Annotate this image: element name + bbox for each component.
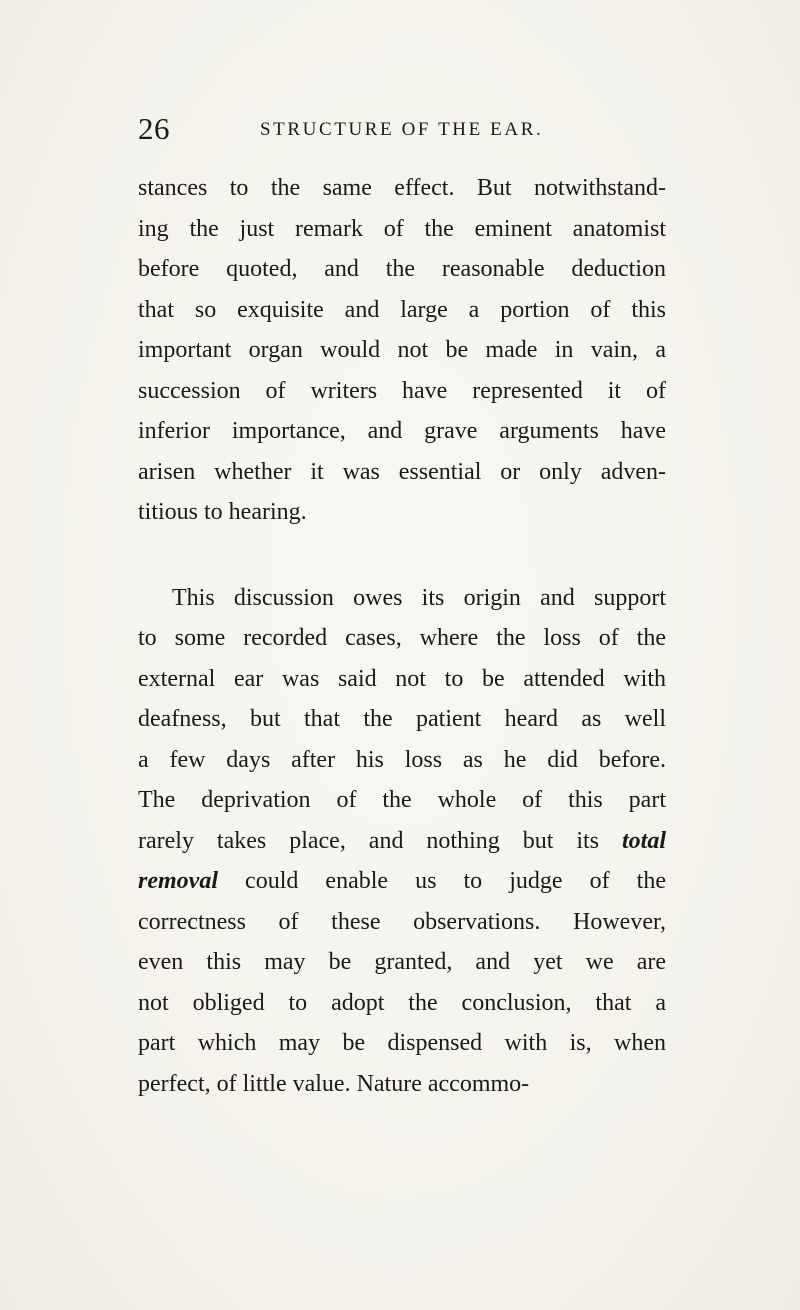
text-segment: rarely takes place, and nothing but its (138, 827, 622, 854)
text-line: external ear was said not to be attended with (138, 665, 666, 692)
text-line: inferior importance, and grave arguments have (138, 418, 666, 444)
paragraph-1 (138, 168, 666, 533)
text-line-with-emphasis (138, 861, 666, 902)
text-line: perfect, of little value. Nature accommo- (138, 1070, 530, 1097)
text-line: deafness, but that the patient heard as well (138, 706, 666, 732)
text-line: ing the just remark of the eminent anatomist (138, 215, 666, 242)
text-line: succession of writers have represented it of (138, 377, 666, 404)
text-line: stances to the same effect. But notwithstand- (138, 175, 666, 201)
text-line: a few days after his loss as he did before. (138, 746, 666, 773)
text-line: to some recorded cases, where the loss of the (138, 625, 666, 651)
text-line: correctness of these observations. However, (138, 908, 666, 935)
text-line: not obliged to adopt the conclusion, that a (138, 989, 666, 1016)
text-line-with-emphasis (138, 821, 666, 862)
text-line: important organ would not be made in vain, a (138, 337, 666, 363)
text-segment: could enable us to judge of the (217, 868, 666, 894)
emphasis-word: total (621, 827, 666, 854)
paragraph-2 (138, 578, 666, 1105)
text-line: even this may be granted, and yet we are (138, 949, 666, 975)
body-text (138, 168, 666, 1104)
text-line: arisen whether it was essential or only adven- (138, 458, 666, 485)
text-line: part which may be dispensed with is, when (138, 1030, 666, 1056)
text-line: that so exquisite and large a portion of this (138, 296, 666, 323)
emphasis-word: removal (138, 868, 218, 894)
page-number: 26 (138, 111, 170, 146)
text-line: The deprivation of the whole of this part (138, 787, 666, 813)
running-head: STRUCTURE OF THE EAR. (260, 119, 544, 140)
text-line: titious to hearing. (138, 499, 307, 525)
text-line: This discussion owes its origin and support (172, 584, 666, 611)
text-line: before quoted, and the reasonable deduction (138, 256, 666, 282)
page-header (138, 112, 698, 152)
